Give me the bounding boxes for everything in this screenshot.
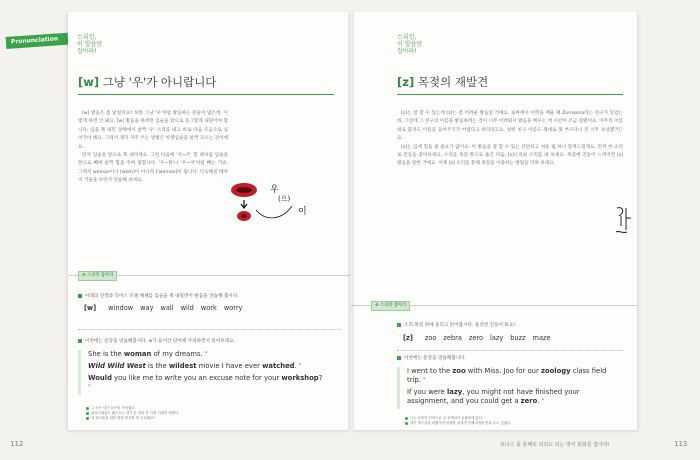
word: lazy	[490, 334, 504, 342]
sentence-box	[397, 367, 617, 409]
body-paragraph: [w] 발음은 좀 낯설지요? 보통 그냥 '우'처럼 발음하는 분들이 많은데, 이렇게 하면 안 돼요. [w] 발음을 하려면 입술을 앞으로 동그랗게 내밀어야 합니다. 입을 쭉 내민 상태에서 살짝 '우' 소리를 내고 바로 다음 모음으로 넘어가야 해요. 그래서 제가 자주 쓰는 방법은 아랫입술을 살짝 모으는 것이에요.	[78, 111, 228, 150]
bullet-dot-icon	[405, 422, 408, 425]
page-number-right: 113	[674, 440, 688, 448]
star-icon: *	[423, 377, 426, 383]
word-ipa: [z]	[403, 334, 413, 342]
title-text: 목젖의 재발견	[414, 75, 489, 89]
header-line: 잡아라!	[77, 48, 97, 55]
word: buzz	[510, 334, 526, 342]
header-line: 잡아라!	[397, 48, 417, 55]
sentence-box	[78, 350, 326, 395]
header-line: 스피킹,	[397, 34, 417, 41]
sentence-2: Wild Wild West is the wildest movie I have ever watched. *	[88, 362, 302, 370]
sentence-1: I went to the zoo with Miss. Joo for our zoology class field trip. *	[407, 367, 607, 384]
word: worry	[223, 304, 243, 312]
mouth-label-eu: (으)	[278, 195, 291, 203]
bullet-square-icon	[397, 323, 401, 327]
sentence-1: She is the woman of my dreams. *	[88, 350, 208, 358]
left-header-note	[77, 34, 102, 55]
question-text: 아래의 연결과 리어스 모델 해체를 입술을 쭉 내밀면서 발음을 연습해 봅시다.	[85, 294, 239, 299]
note-line: 내 워크숍을 위한 변명 편지를 써 주실래요?	[86, 416, 326, 421]
body-paragraph: 먼저 입술을 앞으로 쭉 내미세요. 그런 다음에 '지~즈' 할 때처럼 입술을 앞으로 빼며 살짝 힘을 주며 말합니다. '우~워'나 '우~어'처럼 빼는 거죠. 그래서 woman이나 [wʊm]이 아니라 [ˈwʊmən]이 됩니다. 익숙해질 때까지 거울을 보면서 연습해 보세요.	[78, 153, 228, 184]
bullet-dot-icon	[86, 417, 89, 420]
word: wild	[180, 304, 194, 312]
left-page-title	[78, 74, 216, 90]
bullet-dot-icon	[405, 417, 408, 420]
question-1	[78, 293, 239, 299]
title-ipa: [w]	[78, 75, 100, 89]
bullet-square-icon	[78, 294, 82, 298]
word: way	[140, 304, 154, 312]
running-footer: 보너스 플 통째로 외워도 되는 영어 회화를 잡아라!	[500, 442, 610, 448]
mouth-label-i: 이	[298, 207, 307, 217]
note-line: 나는 동물학 견학으로 주 선생님과 동물원에 갔다.	[405, 416, 625, 421]
word-ipa: [w]	[84, 304, 97, 312]
note-line: 네가 게으름을 피웠다면 과제를 끝내지 못해 0점을 받을 수도 있었다.	[405, 421, 625, 426]
sentence-3: Would you like me to write you an excuse note for your workshop? *	[88, 374, 323, 390]
page-number-left: 112	[10, 440, 24, 448]
question-2	[78, 338, 235, 344]
dotted-divider	[78, 329, 340, 330]
mouth-illustration	[230, 180, 325, 230]
word: zero	[468, 334, 483, 342]
question-1	[397, 322, 515, 328]
right-page-title	[397, 74, 488, 90]
book-gutter	[348, 12, 354, 430]
question-text: 소리 목젖 위에 올리고 읽어봅시다. 올리면 진동이 와요!	[404, 323, 516, 328]
word-list	[84, 304, 249, 312]
star-icon: *	[204, 351, 208, 357]
word: window	[108, 304, 134, 312]
star-icon: *	[88, 384, 91, 390]
header-line: 이 발음만	[397, 41, 423, 48]
right-header-note	[397, 34, 422, 55]
body-paragraph: [z]는 입에 힘을 줄 필요가 없어요. 이 발음을 잘 할 수 있는 간단하고 쉬운 팁 하나 알려드릴게요. 먼저 한 소리로 진동을 찾아보세요. 소리를 목젖 쪽으로 옮긴 다음, [z]소리와 소리를 내 보세요. 목젖에 진동이 느껴지면 [z] 발음을 잘한 거예요. 이제 [z] 소리를 통해 목젖을 이용하는 방법을 익혀 보세요.	[397, 144, 623, 167]
bullet-square-icon	[397, 356, 401, 360]
word: maze	[532, 334, 551, 342]
header-line: 이 발음만	[77, 41, 103, 48]
title-rule	[397, 94, 623, 95]
right-page	[351, 12, 637, 430]
handwritten-mark	[613, 204, 635, 236]
mouth-label-u: 우	[270, 185, 279, 195]
star-icon: *	[298, 363, 302, 369]
left-page	[68, 12, 350, 430]
word-list	[403, 334, 558, 342]
word: zoo	[424, 334, 437, 342]
word: zebra	[443, 334, 462, 342]
header-line: 스피킹,	[77, 34, 97, 41]
translation-notes	[86, 406, 326, 421]
left-body-text	[78, 110, 228, 186]
bullet-dot-icon	[86, 412, 89, 415]
body-paragraph: [z]는 잘 할 수 있는데 [z]는 좀 어려운 발음일 거예요. 로마에서 어학을 배울 때 Zumanna라는 친구가 있었는데, 그런데 그 친구의 이름을 발음하려는 것이 너무 어려워서 발음을 배우는 데 시간이 조금 걸렸어요. 아무리 이름대로 불러도 이름을 들어주기가 어렵다고 하더라고요. 친한 친구 이름도 제대로 못 부르다니 전 너무 속상했거든요.	[397, 111, 623, 142]
word: wall	[160, 304, 174, 312]
pronunciation-tab: Pronunciation	[6, 33, 69, 49]
bullet-dot-icon	[86, 407, 89, 410]
section-tag: ⊕ 스피킹 잡아라	[371, 301, 410, 311]
right-body-text	[397, 110, 623, 169]
dotted-divider	[397, 350, 623, 351]
note-line: 와일드와일드 웨스트는 내가 본 영화 중 가장 거칠한 영화다.	[86, 411, 326, 416]
title-ipa: [z]	[397, 75, 415, 89]
translation-notes	[405, 416, 625, 426]
sentence-2: If you were lazy, you might not have finished your assignment, and you could get a zero. *	[407, 388, 580, 405]
title-text: 그냥 '우'가 아니랍니다	[99, 75, 217, 89]
word: work	[200, 304, 217, 312]
note-line: 그 곡은 내가 꿈꾸던 여자였다.	[86, 406, 326, 411]
star-icon: *	[541, 398, 545, 404]
question-text: 이번에는 문장을 연습해봅시다. w가 들어간 단어에 주의하면서 읽어보세요.	[85, 339, 236, 344]
title-rule	[78, 94, 334, 95]
section-tag: ⊕ 스피킹 잡아라	[78, 271, 117, 281]
question-text: 이번에는 문장을 연습해봅니다.	[404, 356, 467, 361]
bullet-square-icon	[78, 339, 82, 343]
question-2	[397, 355, 466, 361]
